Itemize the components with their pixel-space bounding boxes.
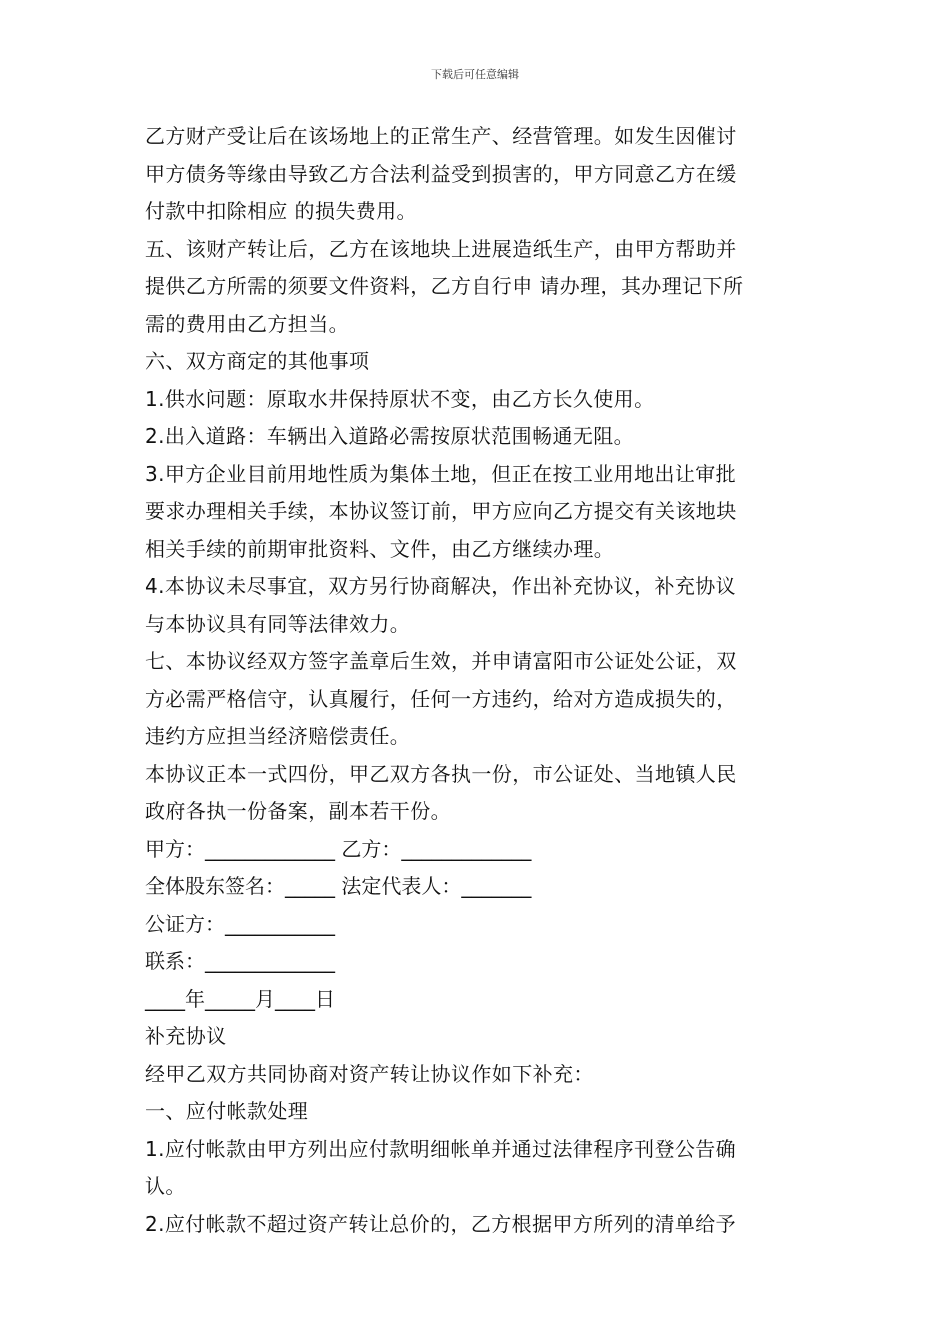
body-line: 七、本协议经双方签字盖章后生效，并申请富阳市公证处公证，双	[145, 649, 737, 673]
body-line: 提供乙方所需的须要文件资料，乙方自行申 请办理，其办理记下所	[145, 274, 744, 298]
body-line: 与本协议具有同等法律效力。	[145, 611, 411, 636]
body-line: 乙方财产受让后在该场地上的正常生产、经营管理。如发生因催讨	[145, 124, 737, 148]
body-line: 相关手续的前期审批资料、文件，由乙方继续办理。	[145, 536, 615, 561]
signature-shareholder-line: 全体股东签名：_____ 法定代表人：_______	[145, 874, 532, 898]
body-line: 认。	[145, 1174, 186, 1198]
body-line: 违约方应担当经济赔偿责任。	[145, 724, 411, 748]
signature-contact-line: 联系：_____________	[145, 949, 335, 973]
signature-party-line: 甲方：_____________ 乙方：_____________	[145, 836, 532, 861]
body-line: 方必需严格信守，认真履行，任何一方违约，给对方造成损失的，	[145, 686, 737, 711]
body-line: 1.供水问题：原取水井保持原状不变，由乙方长久使用。	[145, 386, 655, 411]
body-line: 2.应付帐款不超过资产转让总价的，乙方根据甲方所列的清单给予	[145, 1211, 737, 1236]
body-line: 甲方债务等缘由导致乙方合法利益受到损害的，甲方同意乙方在缓	[145, 161, 737, 186]
date-line: ____年_____月____日	[145, 986, 335, 1011]
body-line: 1.应付帐款由甲方列出应付款明细帐单并通过法律程序刊登公告确	[145, 1136, 737, 1161]
body-line: 4.本协议未尽事宜，双方另行协商解决，作出补充协议，补充协议	[145, 574, 737, 598]
body-line: 本协议正本一式四份，甲乙双方各执一份，市公证处、当地镇人民	[145, 761, 737, 786]
section-heading: 六、双方商定的其他事项	[145, 349, 370, 373]
document-body	[145, 118, 810, 1243]
body-line: 3.甲方企业目前用地性质为集体土地，但正在按工业用地出让审批	[145, 461, 737, 486]
body-line: 五、该财产转让后，乙方在该地块上进展造纸生产，由甲方帮助并	[145, 236, 737, 261]
body-line: 政府各执一份备案，副本若干份。	[145, 799, 451, 823]
section-title: 补充协议	[145, 1024, 227, 1048]
signature-notary-line: 公证方：___________	[145, 911, 335, 936]
body-line: 2.出入道路：车辆出入道路必需按原状范围畅通无阻。	[145, 424, 635, 448]
body-line: 付款中扣除相应 的损失费用。	[145, 199, 417, 223]
body-line: 经甲乙双方共同协商对资产转让协议作如下补充：	[145, 1061, 594, 1086]
section-heading: 一、应付帐款处理	[145, 1099, 309, 1123]
page-header: 下载后可任意编辑	[431, 68, 519, 81]
body-line: 需的费用由乙方担当。	[145, 311, 349, 336]
body-line: 要求办理相关手续，本协议签订前，甲方应向乙方提交有关该地块	[145, 499, 737, 523]
